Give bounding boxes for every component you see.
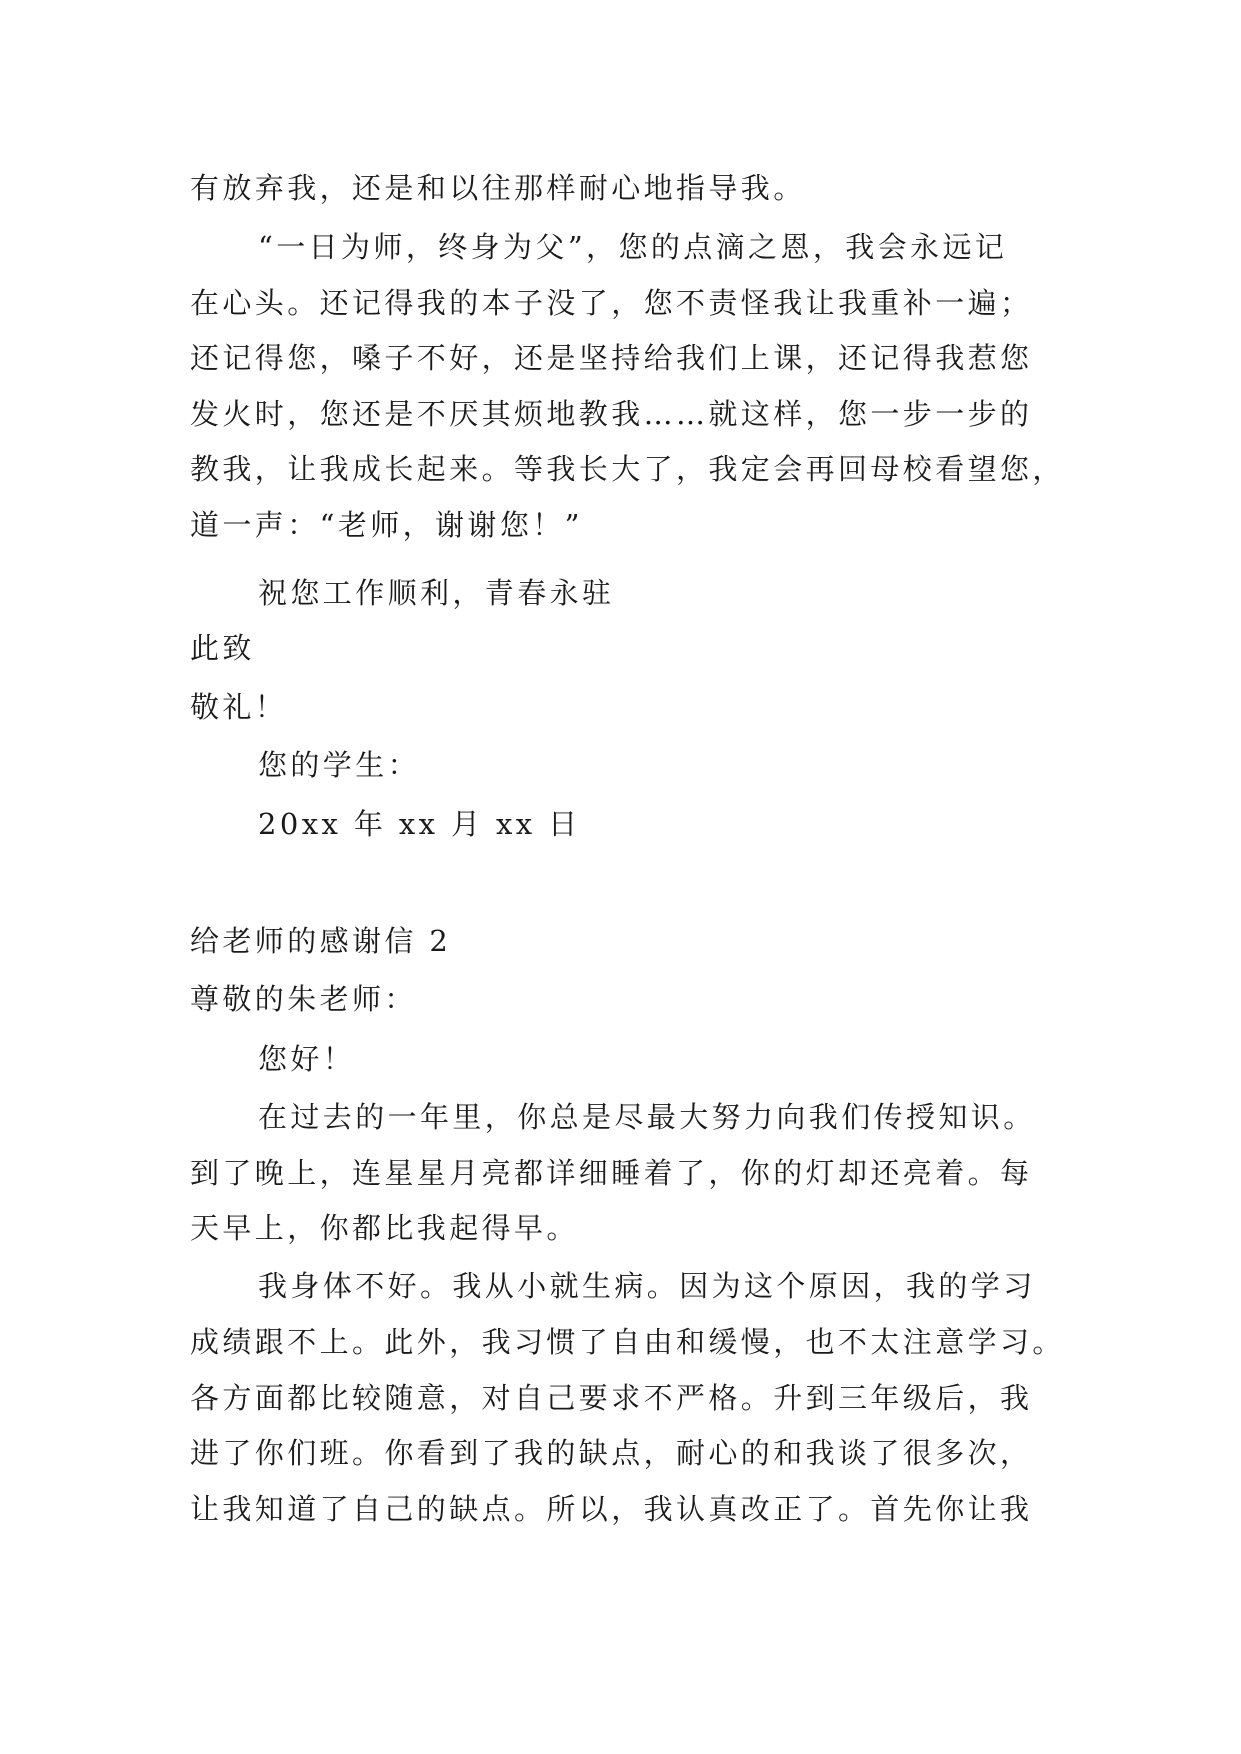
paragraph-line: 还记得您，嗓子不好，还是坚持给我们上课，还记得我惹您	[190, 341, 1033, 375]
paragraph-line: 成绩跟不上。此外，我习惯了自由和缓慢，也不太注意学习。	[190, 1325, 1065, 1359]
closing-salutation: 此致	[190, 631, 255, 665]
paragraph-line: 有放弃我，还是和以往那样耐心地指导我。	[190, 171, 806, 205]
paragraph-line: 进了你们班。你看到了我的缺点，耐心的和我谈了很多次，	[190, 1436, 1033, 1470]
paragraph-line: 天早上，你都比我起得早。	[190, 1211, 579, 1245]
paragraph-line: 在过去的一年里，你总是尽最大努力向我们传授知识。	[258, 1100, 1036, 1134]
paragraph-line: 到了晚上，连星星月亮都详细睡着了，你的灯却还亮着。每	[190, 1156, 1033, 1190]
paragraph-line: 各方面都比较随意，对自己要求不严格。升到三年级后，我	[190, 1381, 1033, 1415]
paragraph-line: 让我知道了自己的缺点。所以，我认真改正了。首先你让我	[190, 1492, 1033, 1526]
closing-wish: 祝您工作顺利，青春永驻	[258, 576, 615, 610]
paragraph-line: 在心头。还记得我的本子没了，您不责怪我让我重补一遍；	[190, 286, 1033, 320]
letter-date: 20xx 年 xx 月 xx 日	[258, 807, 581, 841]
paragraph-line: 发火时，您还是不厌其烦地教我……就这样，您一步一步的	[190, 397, 1033, 431]
paragraph-line: “一日为师，终身为父”，您的点滴之恩，我会永远记	[258, 230, 1008, 264]
closing-salutation: 敬礼！	[190, 690, 288, 724]
letter-greeting: 您好！	[258, 1042, 356, 1076]
letter-salutation: 尊敬的朱老师：	[190, 982, 417, 1016]
paragraph-line: 我身体不好。我从小就生病。因为这个原因，我的学习	[258, 1269, 1036, 1303]
letter-title: 给老师的感谢信 2	[190, 924, 452, 958]
paragraph-line: 教我，让我成长起来。等我长大了，我定会再回母校看望您，	[190, 452, 1065, 486]
signature: 您的学生：	[258, 748, 421, 782]
paragraph-line: 道一声：“老师，谢谢您！”	[190, 508, 583, 542]
